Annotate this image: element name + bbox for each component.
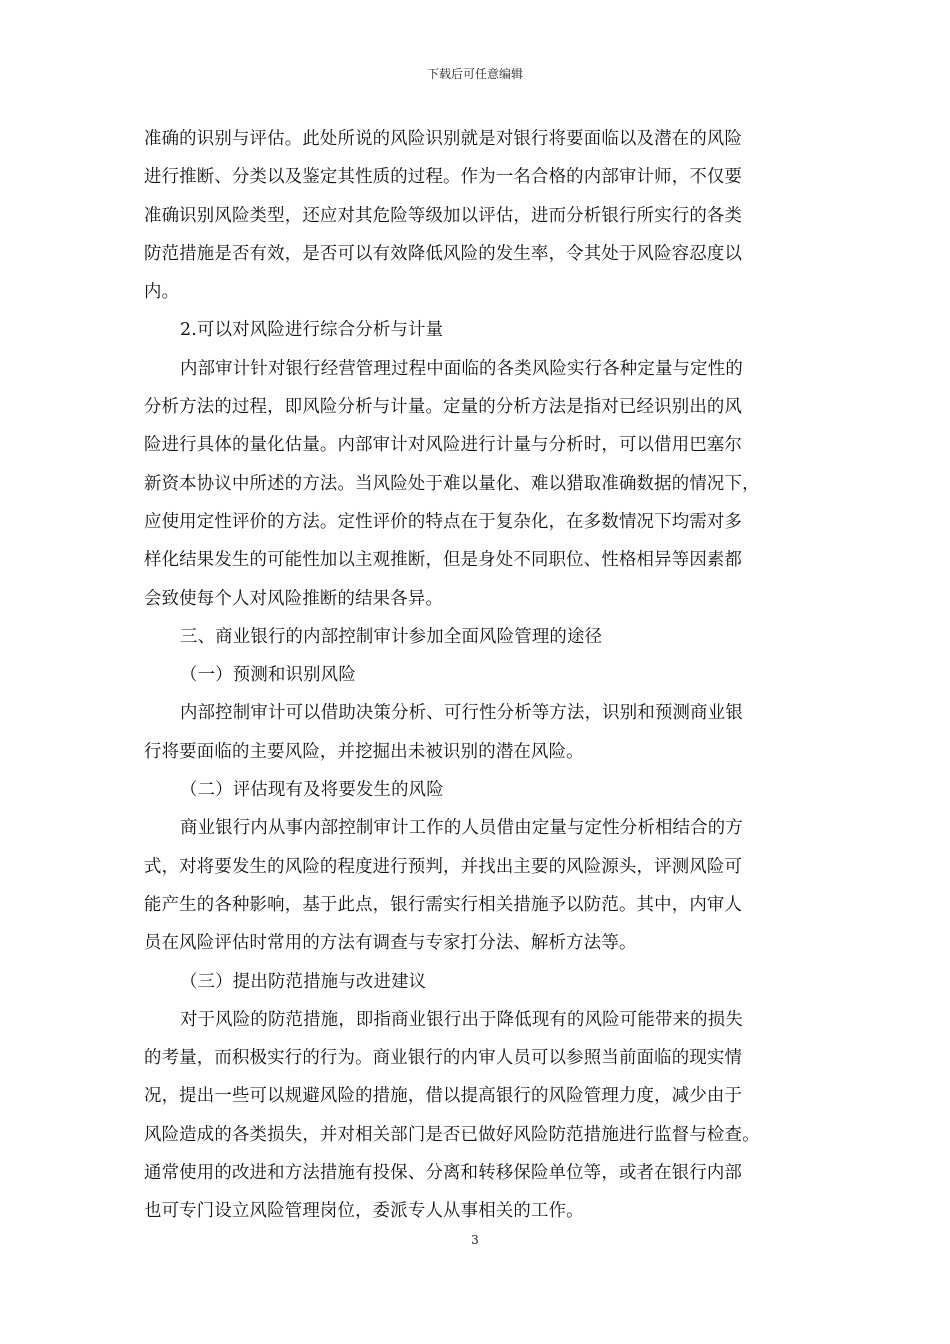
- text-line: 险进行具体的量化估量。内部审计对风险进行计量与分析时，可以借用巴塞尔: [144, 435, 743, 456]
- text-line: 通常使用的改进和方法措施有投保、分离和转移保险单位等，或者在银行内部: [144, 1163, 743, 1184]
- text-line: 新资本协议中所述的方法。当风险处于难以量化、难以猎取准确数据的情况下，: [144, 473, 760, 494]
- text-line: 三、商业银行的内部控制审计参加全面风险管理的途径: [180, 626, 603, 647]
- text-line: 况，提出一些可以规避风险的措施，借以提高银行的风险管理力度，减少由于: [144, 1086, 743, 1107]
- text-line: （二）评估现有及将要发生的风险: [180, 780, 444, 801]
- text-line: 员在风险评估时常用的方法有调查与专家打分法、解析方法等。: [144, 933, 637, 954]
- text-line: （一）预测和识别风险: [180, 665, 356, 686]
- text-line: 会致使每个人对风险推断的结果各异。: [144, 588, 444, 609]
- document-body: [144, 120, 809, 1231]
- text-line: 准确的识别与评估。此处所说的风险识别就是对银行将要面临以及潜在的风险: [144, 129, 743, 149]
- text-line: 防范措施是否有效，是否可以有效降低风险的发生率，令其处于风险容忍度以: [144, 243, 743, 264]
- text-line: 进行推断、分类以及鉴定其性质的过程。作为一名合格的内部审计师，不仅要: [144, 167, 743, 188]
- page-header: 下载后可任意编辑: [426, 67, 523, 81]
- text-line: 2.可以对风险进行综合分析与计量: [180, 320, 444, 341]
- text-line: 内。: [144, 282, 180, 303]
- text-line: 行将要面临的主要风险，并挖掘出未被识别的潜在风险。: [144, 741, 584, 762]
- text-line: 样化结果发生的可能性加以主观推断，但是身处不同职位、性格相异等因素都: [144, 550, 743, 571]
- text-line: （三）提出防范措施与改进建议: [180, 971, 427, 992]
- text-line: 内部审计针对银行经营管理过程中面临的各类风险实行各种定量与定性的: [180, 358, 743, 379]
- text-line: 内部控制审计可以借助决策分析、可行性分析等方法，识别和预测商业银: [180, 703, 743, 724]
- text-line: 应使用定性评价的方法。定性评价的特点在于复杂化，在多数情况下均需对多: [144, 511, 743, 532]
- text-line: 准确识别风险类型，还应对其危险等级加以评估，进而分析银行所实行的各类: [144, 205, 743, 226]
- text-line: 也可专门设立风险管理岗位，委派专人从事相关的工作。: [144, 1201, 584, 1222]
- text-line: 商业银行内从事内部控制审计工作的人员借由定量与定性分析相结合的方: [180, 818, 743, 839]
- text-line: 式，对将要发生的风险的程度进行预判，并找出主要的风险源头，评测风险可: [144, 856, 743, 877]
- text-line: 的考量，而积极实行的行为。商业银行的内审人员可以参照当前面临的现实情: [144, 1048, 743, 1069]
- text-line: 能产生的各种影响，基于此点，银行需实行相关措施予以防范。其中，内审人: [144, 894, 743, 915]
- page-number: 3: [471, 1233, 479, 1247]
- text-line: 分析方法的过程，即风险分析与计量。定量的分析方法是指对已经识别出的风: [144, 397, 743, 418]
- text-line: 对于风险的防范措施，即指商业银行出于降低现有的风险可能带来的损失: [180, 1009, 743, 1030]
- text-line: 风险造成的各类损失，并对相关部门是否已做好风险防范措施进行监督与检查。: [144, 1124, 760, 1145]
